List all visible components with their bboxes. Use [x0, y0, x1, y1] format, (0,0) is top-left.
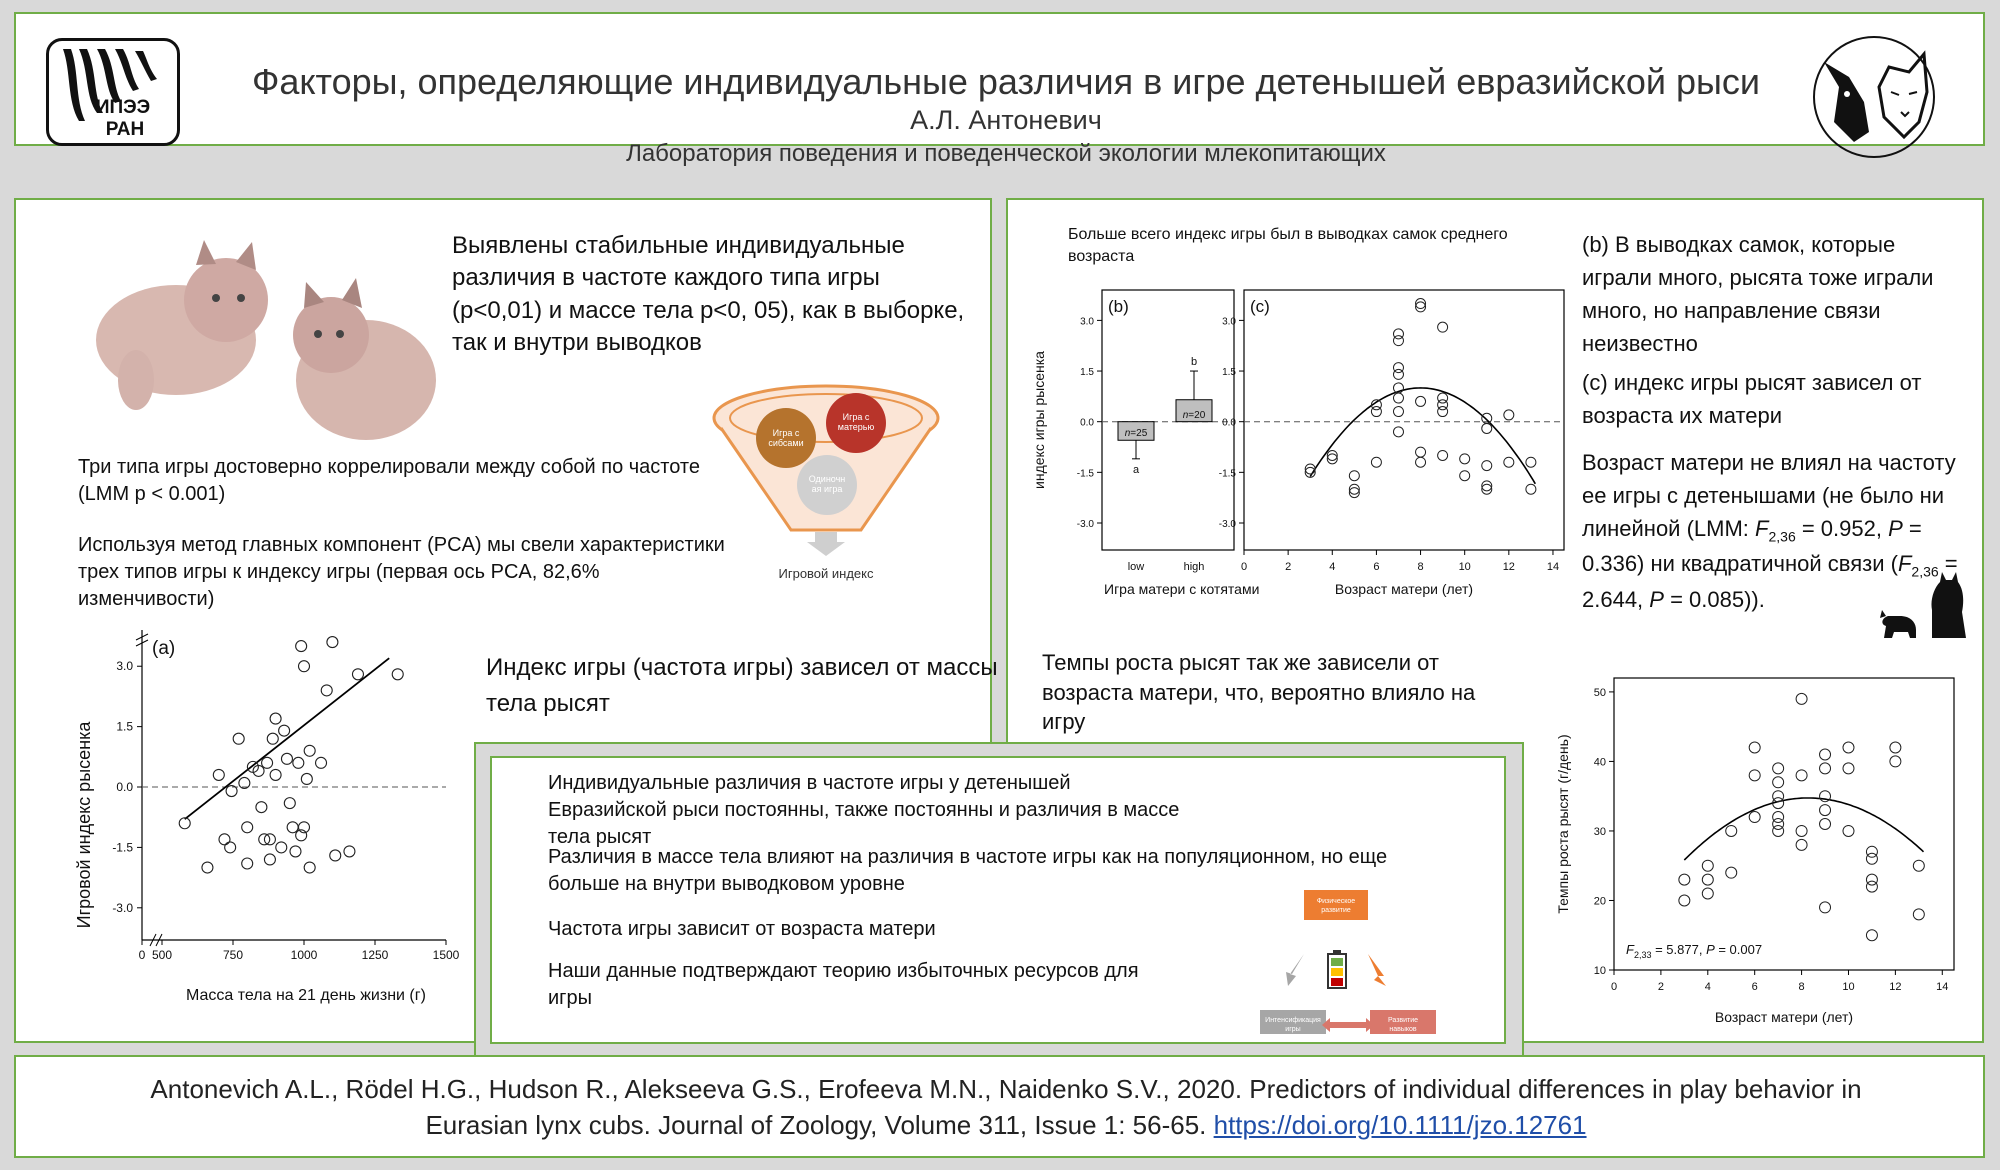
no-effect-part-2: = 0.952, [1795, 516, 1889, 541]
y-tick-label: -1.5 [1076, 468, 1094, 480]
data-point [1416, 396, 1426, 406]
chart-growth [1555, 678, 1954, 1025]
n-label-low [1125, 428, 1148, 439]
logo-lynx-cat [1809, 32, 1961, 184]
x-tick-label: 1250 [361, 948, 389, 962]
chart-a [74, 630, 460, 1004]
data-point [1749, 770, 1760, 781]
data-point [321, 685, 332, 696]
conclusions-box [490, 756, 1506, 1044]
x-tick-label: 6 [1373, 561, 1380, 573]
lynx-kitten-silhouette-icon [1870, 570, 1970, 640]
f-stat-1: F [1755, 516, 1769, 541]
data-point [281, 753, 292, 764]
n-label-high [1183, 410, 1206, 421]
data-point [1796, 825, 1807, 836]
data-point [1393, 369, 1403, 379]
data-point [202, 862, 213, 873]
data-point [242, 822, 253, 833]
x-tick-label: low [1127, 561, 1145, 573]
x-tick-label: 12 [1889, 981, 1902, 993]
data-point [1913, 860, 1924, 871]
data-point [1679, 895, 1690, 906]
data-point [1866, 881, 1877, 892]
data-point [262, 757, 273, 768]
x-tick-label: 8 [1417, 561, 1424, 573]
lynx-cubs-photo-graphic [66, 230, 446, 450]
y-tick-label: 1.5 [116, 719, 133, 734]
significance-letter: b [1190, 356, 1198, 369]
diagram-label-intensification: Интенсификация игры [1265, 1017, 1321, 1033]
data-point [1866, 846, 1877, 857]
data-point [1504, 410, 1514, 420]
logo-ipee-ran [46, 38, 180, 146]
n-letter: n [1182, 410, 1189, 422]
y-tick-label: -1.5 [1218, 468, 1236, 480]
data-point [270, 769, 281, 780]
data-point [287, 822, 298, 833]
chart-bc-caption: Больше всего индекс игры был в выводках самок среднего возраста [1068, 226, 1508, 265]
y-tick-label: 20 [1593, 895, 1606, 908]
data-point [1702, 860, 1713, 871]
pca-description: Используя метод главных компонент (PCA) мы свели характеристики трех типов игры к индексу игры (первая ось PCA, 82,6% изменчивости) [78, 534, 725, 610]
poster-author: А.Л. Антоневич [910, 105, 1102, 135]
funnel-label-mother: Игра с матерью [837, 412, 875, 432]
data-point [1820, 791, 1831, 802]
resource-diagram [1128, 884, 1488, 1034]
chart-bc-svg [1008, 276, 1568, 636]
data-point [1866, 930, 1877, 941]
no-effect-part-4: = 2.644, [1582, 551, 1958, 612]
data-point [1773, 763, 1784, 774]
data-point [1702, 874, 1713, 885]
data-point [1890, 742, 1901, 753]
data-point [213, 769, 224, 780]
chart-a-svg [46, 610, 486, 1025]
lynx-cat-emblem-icon [1809, 32, 1939, 162]
data-point [1482, 423, 1492, 433]
poster-lab: Лаборатория поведения и поведенческой экологии млекопитающих [626, 140, 1386, 167]
three-types-correlate: Три типа игры достоверно коррелировали между собой по частоте (LMM p < 0.001) [78, 456, 700, 505]
significance-letter: a [1132, 463, 1140, 476]
data-point [1526, 484, 1536, 494]
data-point [1890, 756, 1901, 767]
annotation-part: = 0.007 [1714, 942, 1763, 957]
y-tick-label: -3.0 [112, 900, 133, 915]
chart-growth-svg [1538, 660, 1968, 1040]
logo-text-ipee: ИПЭЭ [95, 97, 151, 118]
data-point [225, 842, 236, 853]
data-point [344, 846, 355, 857]
data-point [1773, 791, 1784, 802]
data-point [1726, 825, 1737, 836]
data-point [267, 733, 278, 744]
data-point [233, 733, 244, 744]
x-tick-label: high [1183, 561, 1205, 573]
data-point [1702, 888, 1713, 899]
p-var-2: P [1649, 586, 1664, 612]
data-point [1393, 329, 1403, 339]
quadratic-fit-curve [1310, 388, 1535, 484]
data-point [1796, 770, 1807, 781]
data-point [1460, 454, 1470, 464]
data-point [1504, 457, 1514, 467]
data-point [1482, 461, 1492, 471]
x-tick-label: 10 [1842, 981, 1855, 993]
annotation-part: F [1626, 942, 1634, 957]
conclusion-3: Частота игры зависит от возраста матери [548, 918, 936, 940]
x-tick-label: 4 [1704, 981, 1711, 993]
x-tick-label: 0 [1610, 981, 1618, 993]
f-stat-2-sub: 2,36 [1911, 563, 1939, 580]
y-tick-label: 1.5 [1080, 367, 1094, 379]
data-point [270, 713, 281, 724]
y-tick-label: 50 [1593, 686, 1606, 699]
finding-stable-differences: Выявлены стабильные индивидуальные различия в частоте каждого типа игры (p<0,01) и массе тела p<0, 05), как в выборке, так и внутри выводков [452, 232, 965, 357]
citation-body: Antonevich A.L., Rödel H.G., Hudson R., Alekseeva G.S., Erofeeva M.N., Naidenko S.V., 2020. Predictors of individual differences in play behavior in Eurasian lynx cubs. Journal of Zoology, Volume 311, Issue 1: 56-65. [150, 1074, 1862, 1141]
data-point [1866, 853, 1877, 864]
chart-c-frame [1244, 290, 1564, 550]
c-explanation: (c) индекс игры рысят зависел от возраста их матери [1582, 370, 1922, 428]
y-tick-label: -3.0 [1218, 518, 1236, 530]
data-point [219, 834, 230, 845]
data-point [1371, 457, 1381, 467]
data-point [299, 661, 310, 672]
data-point [296, 641, 307, 652]
data-point [1416, 447, 1426, 457]
data-point [352, 669, 363, 680]
f-stat-2: F [1897, 551, 1912, 577]
diagram-label-skills: Развитие навыков [1387, 1017, 1419, 1033]
funnel-result-label: Игровой индекс [778, 566, 874, 581]
x-axis-title: Возраст матери (лет) [1714, 1009, 1854, 1025]
poster-title: Факторы, определяющие индивидуальные различия в игре детенышей евразийской рыси [251, 61, 1761, 102]
arrow-bidirectional-icon [1322, 1018, 1374, 1032]
data-point [327, 637, 338, 648]
funnel-diagram [711, 380, 941, 600]
data-point [1460, 471, 1470, 481]
y-tick-label: -3.0 [1076, 518, 1094, 530]
funnel-label-solo: Одиночн ая игра [808, 474, 846, 494]
data-point [304, 862, 315, 873]
panel-label-a: (a) [152, 638, 176, 659]
data-point [301, 773, 312, 784]
data-point [1393, 393, 1403, 403]
data-point [179, 818, 190, 829]
data-point [1843, 825, 1854, 836]
play-index-funnel [711, 380, 941, 600]
data-point [1820, 819, 1831, 830]
x-tick-label: 14 [1936, 981, 1949, 993]
x-tick-label: 8 [1798, 981, 1805, 993]
conclusion-4: Наши данные подтверждают теорию избыточных ресурсов для игры [548, 960, 1139, 1009]
arrow-up-left-icon [1286, 954, 1304, 986]
data-point [1820, 763, 1831, 774]
data-point [1393, 407, 1403, 417]
chart-c [1219, 290, 1564, 597]
data-point [1438, 322, 1448, 332]
header-box [14, 12, 1985, 167]
chart-b [1031, 290, 1259, 597]
x-tick-label: 6 [1751, 981, 1758, 993]
data-point [392, 669, 403, 680]
y-tick-label: 0.0 [1080, 417, 1094, 429]
data-point [226, 786, 237, 797]
citation-doi-link[interactable]: https://doi.org/10.1111/jzo.12761 [1213, 1110, 1587, 1141]
y-axis-title: Игровой индекс рысенка [74, 721, 94, 929]
data-point [1679, 874, 1690, 885]
data-point [279, 725, 290, 736]
x-tick-label: 4 [1329, 561, 1336, 573]
y-axis-title: Темпы роста рысят (г/день) [1555, 734, 1571, 914]
x-tick-label: 2 [1657, 981, 1664, 993]
x-axis-title: Возраст матери (лет) [1334, 581, 1474, 597]
growth-stat-annotation [1626, 942, 1762, 960]
data-point [330, 850, 341, 861]
x-tick-label: 1500 [432, 948, 460, 962]
diagram-label-physical: Физическое развитие [1316, 898, 1356, 914]
citation-box [14, 1055, 1985, 1158]
lynx-cubs-photo [66, 230, 446, 450]
x-tick-label: 500 [151, 948, 173, 962]
funnel-label-sibs: Игра с сибсами [768, 428, 804, 448]
data-point [1526, 457, 1536, 467]
data-point [1773, 812, 1784, 823]
data-point [1796, 693, 1807, 704]
y-tick-label: 10 [1593, 965, 1606, 977]
chart-b-frame [1102, 290, 1234, 550]
f-stat-1-sub: 2,36 [1768, 528, 1796, 545]
data-point [1773, 777, 1784, 788]
data-point [1773, 819, 1784, 830]
data-point [1843, 763, 1854, 774]
data-point [1416, 457, 1426, 467]
annotation-part: P [1706, 942, 1715, 957]
n-value: =25 [1130, 427, 1148, 439]
data-point [1913, 909, 1924, 920]
data-point [1749, 742, 1760, 753]
data-point [1726, 867, 1737, 878]
conclusion-1: Индивидуальные различия в частоте игры у детенышей Евразийской рыси постоянны, также постоянны и различия в массе тела рысят [548, 772, 1180, 848]
y-tick-label: 40 [1593, 756, 1606, 769]
data-point [1820, 902, 1831, 913]
funnel-arrow-icon [807, 532, 845, 556]
y-tick-label: 3.0 [116, 659, 133, 674]
data-point [264, 854, 275, 865]
no-effect-part-1: Возраст матери не влиял на частоту ее игры с детенышами (не было ни линейной (LMM: [1582, 450, 1956, 541]
data-point [284, 798, 295, 809]
y-tick-label: 0.0 [116, 780, 133, 795]
x-axis-title: Игра матери с котятами [1104, 581, 1260, 597]
data-point [1773, 825, 1784, 836]
data-point [1820, 749, 1831, 760]
data-point [276, 842, 287, 853]
annotation-part: = 5.877, [1651, 942, 1707, 957]
x-tick-label: 10 [1458, 561, 1471, 573]
data-point [316, 757, 327, 768]
data-point [256, 802, 267, 813]
no-effect-part-3: = 0.336) ни квадратичной связи ( [1582, 516, 1922, 577]
n-letter: n [1124, 427, 1131, 439]
conclusion-2: Различия в массе тела влияют на различия в частоте игры как на популяционном, но еще больше на внутри выводковом уровне [548, 846, 1388, 895]
p-var-1: P [1888, 516, 1903, 541]
x-axis-title: Масса тела на 21 день жизни (г) [186, 987, 426, 1004]
x-tick-label: 2 [1285, 561, 1292, 573]
growth-depends-age: Темпы роста рысят так же зависели от возраста матери, что, вероятно влияло на игру [1042, 650, 1476, 735]
regression-line [185, 658, 389, 819]
no-effect-part-5: = 0.085)). [1663, 586, 1765, 612]
data-point [1843, 742, 1854, 753]
data-point [290, 846, 301, 857]
data-point [1438, 450, 1448, 460]
b-explanation: (b) В выводках самок, которые играли много, рысята тоже играли много, но направление связи неизвестно [1582, 232, 1934, 356]
y-tick-label: -1.5 [112, 840, 133, 855]
y-tick-label: 1.5 [1222, 367, 1236, 379]
data-point [293, 757, 304, 768]
x-tick-label: 0 [138, 948, 146, 962]
index-depends-weight: Индекс игры (частота игры) зависел от массы тела рысят [486, 654, 998, 717]
data-point [1796, 839, 1807, 850]
quadratic-fit-curve [1684, 798, 1923, 860]
x-tick-label: 0 [1240, 561, 1248, 573]
data-point [1393, 427, 1403, 437]
data-point [1349, 471, 1359, 481]
panel-label-c: (c) [1250, 297, 1270, 316]
data-point [1820, 805, 1831, 816]
y-tick-label: 0.0 [1222, 417, 1236, 429]
x-tick-label: 750 [222, 948, 244, 962]
arrow-down-right-icon [1368, 954, 1386, 986]
data-point [242, 858, 253, 869]
logo-text-ran: РАН [105, 119, 145, 140]
panel-label-b: (b) [1108, 297, 1129, 316]
data-point [304, 745, 315, 756]
y-tick-label: 3.0 [1222, 316, 1236, 328]
n-value: =20 [1188, 410, 1206, 422]
data-point [1866, 874, 1877, 885]
diagram-box-physical [1304, 890, 1368, 920]
y-tick-label: 30 [1593, 825, 1606, 838]
annotation-part: 2,33 [1633, 950, 1652, 960]
y-tick-label: 3.0 [1080, 316, 1094, 328]
data-point [1749, 812, 1760, 823]
data-point [1438, 407, 1448, 417]
y-axis-title: индекс игры рысенка [1031, 351, 1047, 489]
citation-text [136, 1071, 1876, 1144]
x-tick-label: 1000 [290, 948, 318, 962]
logo-ipee-ran-graphic [49, 41, 177, 143]
x-tick-label: 12 [1502, 561, 1515, 573]
x-tick-label: 14 [1546, 561, 1560, 573]
